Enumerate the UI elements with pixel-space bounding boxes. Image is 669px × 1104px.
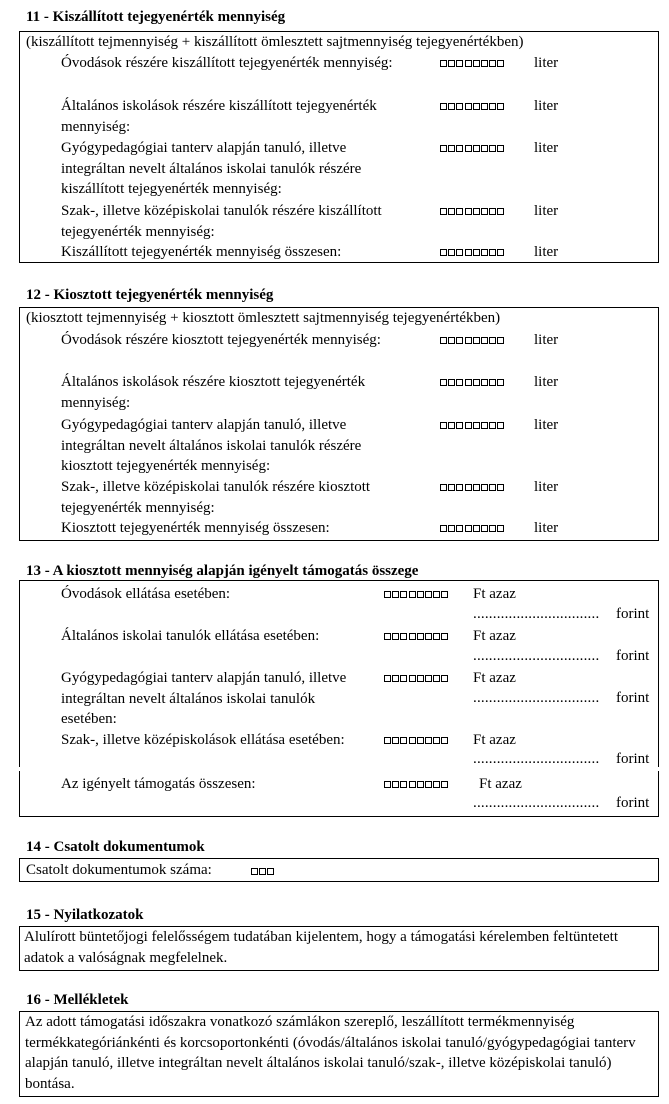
digit-cell[interactable]	[481, 422, 488, 429]
s12-kindergarten-unit: liter	[534, 332, 559, 348]
digit-cell[interactable]	[448, 379, 455, 386]
digit-cell[interactable]	[425, 781, 432, 788]
digit-cell[interactable]	[456, 379, 463, 386]
section-13-total-box	[19, 771, 659, 817]
s12-special-unit: liter	[534, 417, 559, 433]
s12-special-digit-boxes[interactable]	[440, 422, 504, 429]
digit-cell[interactable]	[440, 103, 447, 110]
digit-cell[interactable]	[400, 781, 407, 788]
digit-cell[interactable]	[497, 525, 504, 532]
s13-secondary-ft: Ft azaz	[473, 732, 516, 748]
digit-cell[interactable]	[448, 525, 455, 532]
digit-cell[interactable]	[441, 675, 448, 682]
digit-cell[interactable]	[473, 337, 480, 344]
digit-cell[interactable]	[465, 249, 472, 256]
digit-cell[interactable]	[441, 781, 448, 788]
digit-cell[interactable]	[440, 60, 447, 67]
s11-kindergarten-unit: liter	[534, 55, 559, 71]
digit-cell[interactable]	[489, 525, 496, 532]
digit-cell[interactable]	[251, 868, 258, 875]
section-16-title: 16 - Mellékletek	[26, 992, 129, 1008]
digit-cell[interactable]	[473, 379, 480, 386]
digit-cell[interactable]	[440, 249, 447, 256]
s13-primary-forint: forint	[616, 648, 650, 664]
s11-special-digit-boxes[interactable]	[440, 145, 504, 152]
s11-secondary-digit-boxes[interactable]	[440, 208, 504, 215]
digit-cell[interactable]	[417, 737, 424, 744]
digit-cell[interactable]	[481, 337, 488, 344]
digit-cell[interactable]	[465, 103, 472, 110]
digit-cell[interactable]	[497, 337, 504, 344]
s11-total-unit: liter	[534, 244, 559, 260]
digit-cell[interactable]	[409, 591, 416, 598]
s13-kindergarten-digit-boxes[interactable]	[384, 591, 448, 598]
digit-cell[interactable]	[465, 379, 472, 386]
s12-kindergarten-digit-boxes[interactable]	[440, 337, 504, 344]
s11-row-total-label: Kiszállított tejegyenérték mennyiség összesen:	[61, 244, 342, 260]
digit-cell[interactable]	[489, 337, 496, 344]
digit-cell[interactable]	[433, 633, 440, 640]
s12-row-secondary-label: Szak-, illetve középiskolai tanulók részére kiosztott tejegyenérték mennyiség:	[61, 479, 371, 516]
s13-kindergarten-ft: Ft azaz	[473, 586, 516, 602]
s13-total-label: Az igényelt támogatás összesen:	[61, 776, 256, 792]
digit-cell[interactable]	[473, 249, 480, 256]
digit-cell[interactable]	[456, 249, 463, 256]
section-13-title: 13 - A kiosztott mennyiség alapján igényelt támogatás összege	[26, 563, 419, 579]
digit-cell[interactable]	[465, 525, 472, 532]
s12-secondary-digit-boxes[interactable]	[440, 484, 504, 491]
digit-cell[interactable]	[497, 60, 504, 67]
digit-cell[interactable]	[456, 60, 463, 67]
digit-cell[interactable]	[481, 60, 488, 67]
digit-cell[interactable]	[465, 60, 472, 67]
digit-cell[interactable]	[465, 208, 472, 215]
digit-cell[interactable]	[497, 422, 504, 429]
section-11-box	[19, 31, 659, 263]
digit-cell[interactable]	[497, 103, 504, 110]
s14-attached-count-label: Csatolt dokumentumok száma:	[26, 862, 212, 878]
digit-cell[interactable]	[392, 781, 399, 788]
digit-cell[interactable]	[400, 675, 407, 682]
digit-cell[interactable]	[448, 484, 455, 491]
digit-cell[interactable]	[384, 781, 391, 788]
s12-row-special-label: Gyógypedagógiai tanterv alapján tanuló, illetve integráltan nevelt általános iskolai tanulók részére kiosztott tejegyenérték mennyiség:	[61, 417, 362, 474]
digit-cell[interactable]	[481, 379, 488, 386]
section-12-title: 12 - Kiosztott tejegyenérték mennyiség	[26, 287, 274, 303]
section-14-title: 14 - Csatolt dokumentumok	[26, 839, 205, 855]
digit-cell[interactable]	[473, 103, 480, 110]
digit-cell[interactable]	[456, 484, 463, 491]
s11-row-secondary-label: Szak-, illetve középiskolai tanulók részére kiszállított tejegyenérték mennyiség:	[61, 203, 382, 240]
s13-primary-amount-words[interactable]: ................................	[473, 648, 600, 664]
s12-total-unit: liter	[534, 520, 559, 536]
digit-cell[interactable]	[392, 675, 399, 682]
digit-cell[interactable]	[473, 208, 480, 215]
digit-cell[interactable]	[456, 337, 463, 344]
s13-special-forint: forint	[616, 690, 650, 706]
digit-cell[interactable]	[400, 633, 407, 640]
section-12-intro: (kiosztott tejmennyiség + kiosztott ömlesztett sajtmennyiség tejegyenértékben)	[26, 310, 501, 326]
digit-cell[interactable]	[425, 675, 432, 682]
digit-cell[interactable]	[473, 60, 480, 67]
s13-kindergarten-forint: forint	[616, 606, 650, 622]
digit-cell[interactable]	[441, 591, 448, 598]
digit-cell[interactable]	[489, 249, 496, 256]
digit-cell[interactable]	[481, 484, 488, 491]
s11-primary-unit: liter	[534, 98, 559, 114]
digit-cell[interactable]	[489, 145, 496, 152]
s11-total-digit-boxes[interactable]	[440, 249, 504, 256]
s11-row-kindergarten-label: Óvodások részére kiszállított tejegyenérték mennyiség:	[61, 55, 393, 71]
section-11-title: 11 - Kiszállított tejegyenérték mennyiség	[26, 9, 286, 25]
s12-row-primary-label: Általános iskolások részére kiosztott tejegyenérték mennyiség:	[61, 374, 366, 411]
digit-cell[interactable]	[481, 103, 488, 110]
digit-cell[interactable]	[448, 103, 455, 110]
digit-cell[interactable]	[417, 633, 424, 640]
digit-cell[interactable]	[440, 525, 447, 532]
digit-cell[interactable]	[440, 208, 447, 215]
s13-total-forint: forint	[616, 795, 650, 811]
s11-kindergarten-digit-boxes[interactable]	[440, 60, 504, 67]
digit-cell[interactable]	[400, 591, 407, 598]
digit-cell[interactable]	[456, 208, 463, 215]
digit-cell[interactable]	[489, 484, 496, 491]
section-16-box	[19, 1011, 659, 1097]
s13-primary-digit-boxes[interactable]	[384, 633, 448, 640]
digit-cell[interactable]	[456, 103, 463, 110]
digit-cell[interactable]	[473, 145, 480, 152]
digit-cell[interactable]	[465, 145, 472, 152]
digit-cell[interactable]	[409, 781, 416, 788]
section-14-box	[19, 858, 659, 882]
s13-kindergarten-amount-words[interactable]: ................................	[473, 606, 600, 622]
s13-secondary-digit-boxes[interactable]	[384, 737, 448, 744]
digit-cell[interactable]	[448, 422, 455, 429]
digit-cell[interactable]	[441, 737, 448, 744]
digit-cell[interactable]	[465, 337, 472, 344]
digit-cell[interactable]	[441, 633, 448, 640]
digit-cell[interactable]	[448, 60, 455, 67]
digit-cell[interactable]	[448, 145, 455, 152]
digit-cell[interactable]	[425, 633, 432, 640]
digit-cell[interactable]	[433, 781, 440, 788]
digit-cell[interactable]	[473, 525, 480, 532]
digit-cell[interactable]	[448, 337, 455, 344]
s15-declaration-text: Alulírott büntetőjogi felelősségem tudatában kijelentem, hogy a támogatási kérelemben feltüntetett adatok a valóságnak megfelelnek.	[24, 929, 618, 966]
digit-cell[interactable]	[440, 337, 447, 344]
s13-special-ft: Ft azaz	[473, 670, 516, 686]
digit-cell[interactable]	[465, 422, 472, 429]
digit-cell[interactable]	[417, 781, 424, 788]
s13-secondary-amount-words[interactable]: ................................	[473, 751, 600, 767]
digit-cell[interactable]	[481, 145, 488, 152]
digit-cell[interactable]	[448, 208, 455, 215]
digit-cell[interactable]	[433, 737, 440, 744]
s12-total-digit-boxes[interactable]	[440, 525, 504, 532]
digit-cell[interactable]	[433, 591, 440, 598]
digit-cell[interactable]	[440, 484, 447, 491]
digit-cell[interactable]	[267, 868, 274, 875]
s12-secondary-unit: liter	[534, 479, 559, 495]
digit-cell[interactable]	[409, 737, 416, 744]
s12-row-kindergarten-label: Óvodások részére kiosztott tejegyenérték mennyiség:	[61, 332, 381, 348]
s16-attachments-text: Az adott támogatási időszakra vonatkozó számlákon szereplő, leszállított termékmennyiség termékkategóriánkénti és korcsoportonkénti (óvodás/általános iskolai tanuló/gyógypedagógiai tanterv alapján tanuló, illetve integráltan nevelt általános iskolai tanuló/szak-, illetve középiskolai tanuló) bontása.	[25, 1014, 636, 1092]
s11-special-unit: liter	[534, 140, 559, 156]
section-12-box	[19, 307, 659, 541]
digit-cell[interactable]	[392, 633, 399, 640]
digit-cell[interactable]	[417, 591, 424, 598]
s13-row-primary-label: Általános iskolai tanulók ellátása esetében:	[61, 628, 320, 644]
digit-cell[interactable]	[465, 484, 472, 491]
digit-cell[interactable]	[489, 208, 496, 215]
s11-primary-digit-boxes[interactable]	[440, 103, 504, 110]
digit-cell[interactable]	[456, 525, 463, 532]
digit-cell[interactable]	[392, 591, 399, 598]
digit-cell[interactable]	[259, 868, 266, 875]
digit-cell[interactable]	[481, 208, 488, 215]
s13-special-digit-boxes[interactable]	[384, 675, 448, 682]
digit-cell[interactable]	[392, 737, 399, 744]
digit-cell[interactable]	[417, 675, 424, 682]
digit-cell[interactable]	[481, 525, 488, 532]
digit-cell[interactable]	[448, 249, 455, 256]
digit-cell[interactable]	[384, 633, 391, 640]
digit-cell[interactable]	[440, 379, 447, 386]
digit-cell[interactable]	[440, 145, 447, 152]
digit-cell[interactable]	[384, 675, 391, 682]
section-15-box	[19, 926, 659, 971]
s13-primary-ft: Ft azaz	[473, 628, 516, 644]
s12-row-total-label: Kiosztott tejegyenérték mennyiség összesen:	[61, 520, 330, 536]
s14-attached-count-boxes[interactable]	[251, 868, 274, 875]
digit-cell[interactable]	[409, 633, 416, 640]
digit-cell[interactable]	[497, 208, 504, 215]
digit-cell[interactable]	[473, 422, 480, 429]
digit-cell[interactable]	[473, 484, 480, 491]
section-13-box	[19, 580, 659, 767]
digit-cell[interactable]	[489, 60, 496, 67]
s13-total-digit-boxes[interactable]	[384, 781, 448, 788]
digit-cell[interactable]	[497, 249, 504, 256]
digit-cell[interactable]	[489, 103, 496, 110]
digit-cell[interactable]	[497, 484, 504, 491]
s13-special-amount-words[interactable]: ................................	[473, 690, 600, 706]
digit-cell[interactable]	[489, 379, 496, 386]
digit-cell[interactable]	[456, 145, 463, 152]
digit-cell[interactable]	[489, 422, 496, 429]
digit-cell[interactable]	[497, 145, 504, 152]
s12-primary-digit-boxes[interactable]	[440, 379, 504, 386]
digit-cell[interactable]	[425, 737, 432, 744]
s13-secondary-forint: forint	[616, 751, 650, 767]
s11-secondary-unit: liter	[534, 203, 559, 219]
digit-cell[interactable]	[433, 675, 440, 682]
s11-row-special-label: Gyógypedagógiai tanterv alapján tanuló, illetve integráltan nevelt általános iskolai tanulók részére kiszállított tejegyenérték mennyiség:	[61, 140, 362, 197]
s13-row-kindergarten-label: Óvodások ellátása esetében:	[61, 586, 231, 602]
s13-total-ft: Ft azaz	[479, 776, 522, 792]
digit-cell[interactable]	[481, 249, 488, 256]
s13-row-secondary-label: Szak-, illetve középiskolások ellátása esetében:	[61, 732, 345, 748]
section-11-intro: (kiszállított tejmennyiség + kiszállított ömlesztett sajtmennyiség tejegyenértékben)	[26, 34, 524, 50]
s11-row-primary-label: Általános iskolások részére kiszállított tejegyenérték mennyiség:	[61, 98, 377, 135]
s12-primary-unit: liter	[534, 374, 559, 390]
digit-cell[interactable]	[409, 675, 416, 682]
s13-row-special-label: Gyógypedagógiai tanterv alapján tanuló, illetve integráltan nevelt általános iskolai tanulók esetében:	[61, 670, 347, 727]
digit-cell[interactable]	[400, 737, 407, 744]
digit-cell[interactable]	[384, 591, 391, 598]
digit-cell[interactable]	[440, 422, 447, 429]
digit-cell[interactable]	[384, 737, 391, 744]
s13-total-amount-words[interactable]: ................................	[473, 795, 600, 811]
section-15-title: 15 - Nyilatkozatok	[26, 907, 144, 923]
digit-cell[interactable]	[497, 379, 504, 386]
digit-cell[interactable]	[456, 422, 463, 429]
digit-cell[interactable]	[425, 591, 432, 598]
